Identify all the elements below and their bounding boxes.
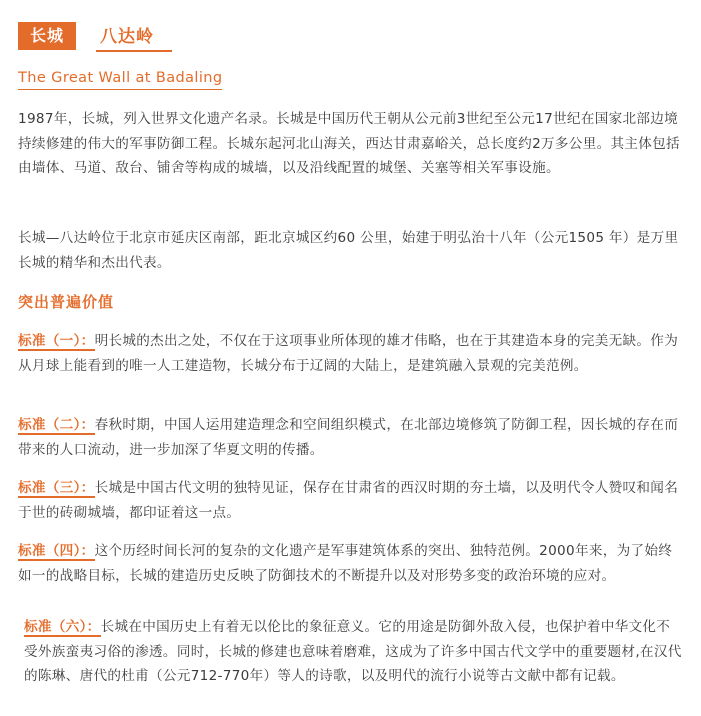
page-title: 八达岭	[96, 24, 172, 52]
criterion-text: 长城是中国古代文明的独特见证，保存在甘肃省的西汉时期的夯土墙，以及明代令人赞叹和闻名于世的砖砌城墙，都印证着这一点。	[18, 480, 679, 521]
criterion-4	[18, 539, 682, 588]
intro-paragraph-1: 1987年，长城，列入世界文化遗产名录。长城是中国历代王朝从公元前3世纪至公元17世纪在国家北部边境持续修建的伟大的军事防御工程。长城东起河北山海关，西达甘肃嘉峪关，总长度约2万多公里。其主体包括由墙体、马道、敌台、铺舍等构成的城墙，以及沿线配置的城堡、关塞等相关军事设施。	[18, 111, 680, 176]
criterion-label: 标准（一）：	[18, 333, 95, 349]
criterion-text: 这个历经时间长河的复杂的文化遗产是军事建筑体系的突出、独特范例。2000年来，为了始终如一的战略目标，长城的建造历史反映了防御技术的不断提升以及对形势多变的政治环境的应对。	[18, 543, 673, 584]
criterion-label: 标准（四）：	[18, 543, 95, 559]
criterion-1	[18, 329, 682, 378]
criterion-label: 标准（三）：	[18, 480, 95, 496]
criterion-6	[24, 615, 684, 689]
criterion-3	[18, 476, 682, 525]
criterion-2	[18, 413, 682, 462]
section-heading-ouv: 突出普遍价值	[18, 293, 115, 311]
header	[18, 22, 338, 52]
criterion-text: 明长城的杰出之处，不仅在于这项事业所体现的雄才伟略，也在于其建造本身的完美无缺。作为从月球上能看到的唯一人工建造物，长城分布于辽阔的大陆上，是建筑融入景观的完美范例。	[18, 333, 679, 374]
english-title: The Great Wall at Badaling	[18, 68, 222, 90]
intro-paragraph-2: 长城—八达岭位于北京市延庆区南部，距北京城区约60 公里，始建于明弘治十八年（公元1505 年）是万里长城的精华和杰出代表。	[18, 230, 679, 271]
criterion-label: 标准（二）：	[18, 417, 95, 433]
category-tag: 长城	[18, 22, 76, 50]
criterion-text: 长城在中国历史上有着无以伦比的象征意义。它的用途是防御外敌入侵，也保护着中华文化不受外族蛮夷习俗的渗透。同时，长城的修建也意味着磨难，这成为了许多中国古代文学中的重要题材,在汉代的陈琳、唐代的杜甫（公元712-770年）等人的诗歌，以及明代的流行小说等古文献中都有记载。	[24, 619, 682, 684]
criterion-label: 标准（六）：	[24, 619, 101, 635]
criterion-text: 春秋时期，中国人运用建造理念和空间组织模式，在北部边境修筑了防御工程，因长城的存在而带来的人口流动，进一步加深了华夏文明的传播。	[18, 417, 679, 458]
